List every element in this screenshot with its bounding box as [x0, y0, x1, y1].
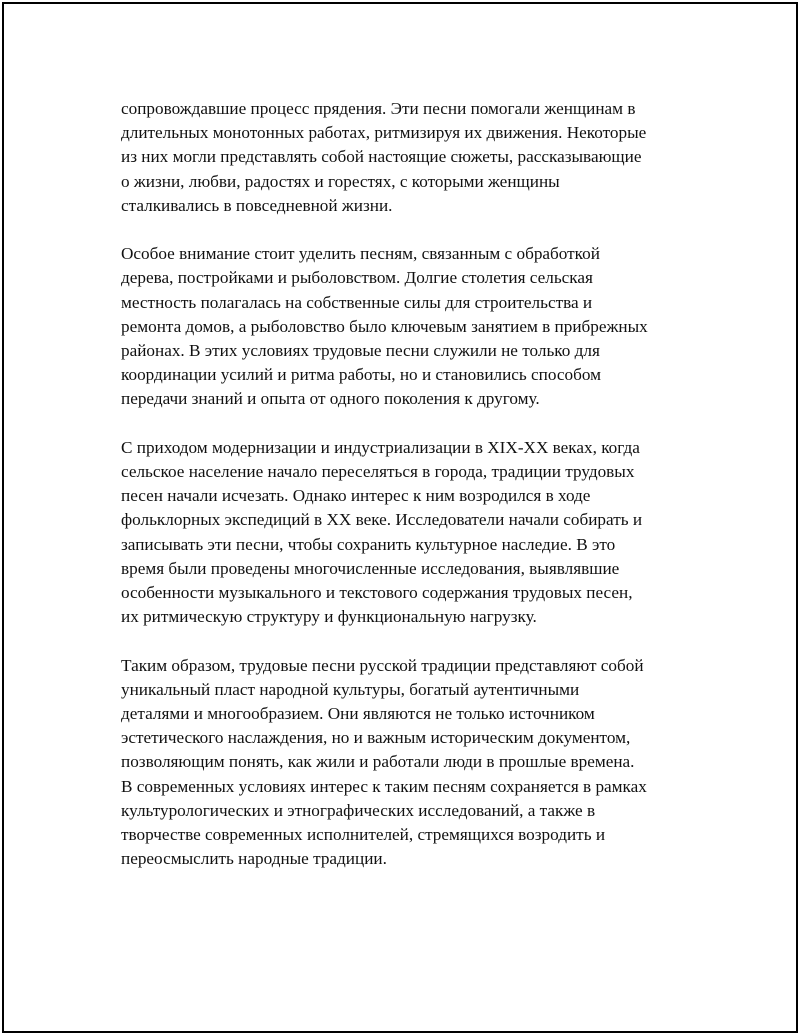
text-line: творчестве современных исполнителей, стремящихся возродить и: [121, 825, 606, 845]
text-line: особенности музыкального и текстового содержания трудовых песен,: [121, 583, 633, 603]
text-line: сопровождавшие процесс прядения. Эти песни помогали женщинам в: [121, 99, 636, 118]
text-line: Таким образом, трудовые песни русской традиции представляют собой: [121, 655, 644, 675]
paragraph-1: [121, 97, 696, 218]
text-line: длительных монотонных работах, ритмизируя их движения. Некоторые: [121, 123, 647, 143]
text-line: о жизни, любви, радостях и горестях, с которыми женщины: [121, 171, 560, 191]
text-line: переосмыслить народные традиции.: [121, 849, 387, 869]
text-line: районах. В этих условиях трудовые песни служили не только для: [121, 341, 600, 361]
text-line: из них могли представлять собой настоящие сюжеты, рассказывающие: [121, 147, 642, 167]
text-line: дерева, постройками и рыболовством. Долгие столетия сельская: [121, 268, 593, 288]
text-line: С приходом модернизации и индустриализации в XIX-XX веках, когда: [121, 437, 640, 457]
text-line: фольклорных экспедиций в XX веке. Исследователи начали собирать и: [121, 510, 643, 530]
paragraph-4: [121, 654, 696, 872]
page-frame: [2, 2, 798, 1033]
text-line: ремонта домов, а рыболовство было ключевым занятием в прибрежных: [121, 316, 648, 336]
text-line: позволяющим понять, как жили и работали люди в прошлые времена.: [121, 752, 635, 772]
text-line: сельское население начало переселяться в города, традиции трудовых: [121, 462, 635, 482]
document-body: [121, 97, 696, 896]
text-line: деталями и многообразием. Они являются не только источником: [121, 704, 595, 724]
text-line: уникальный пласт народной культуры, богатый аутентичными: [121, 679, 580, 699]
text-line: записывать эти песни, чтобы сохранить культурное наследие. В это: [121, 534, 616, 554]
text-line: местность полагалась на собственные силы для строительства и: [121, 292, 593, 312]
text-line: Особое внимание стоит уделить песням, связанным с обработкой: [121, 244, 600, 264]
paragraph-2: [121, 242, 696, 411]
text-line: культурологических и этнографических исследований, а также в: [121, 800, 596, 820]
text-line: В современных условиях интерес к таким песням сохраняется в рамках: [121, 776, 647, 796]
text-line: время были проведены многочисленные исследования, выявлявшие: [121, 558, 620, 578]
text-line: сталкивались в повседневной жизни.: [121, 195, 393, 215]
text-line: песен начали исчезать. Однако интерес к ним возродился в ходе: [121, 486, 591, 506]
text-line: передачи знаний и опыта от одного поколения к другому.: [121, 389, 540, 409]
text-line: координации усилий и ритма работы, но и становились способом: [121, 365, 602, 385]
text-line: эстетического наслаждения, но и важным историческим документом,: [121, 728, 631, 748]
text-line: их ритмическую структуру и функциональную нагрузку.: [121, 607, 537, 627]
paragraph-3: [121, 436, 696, 630]
